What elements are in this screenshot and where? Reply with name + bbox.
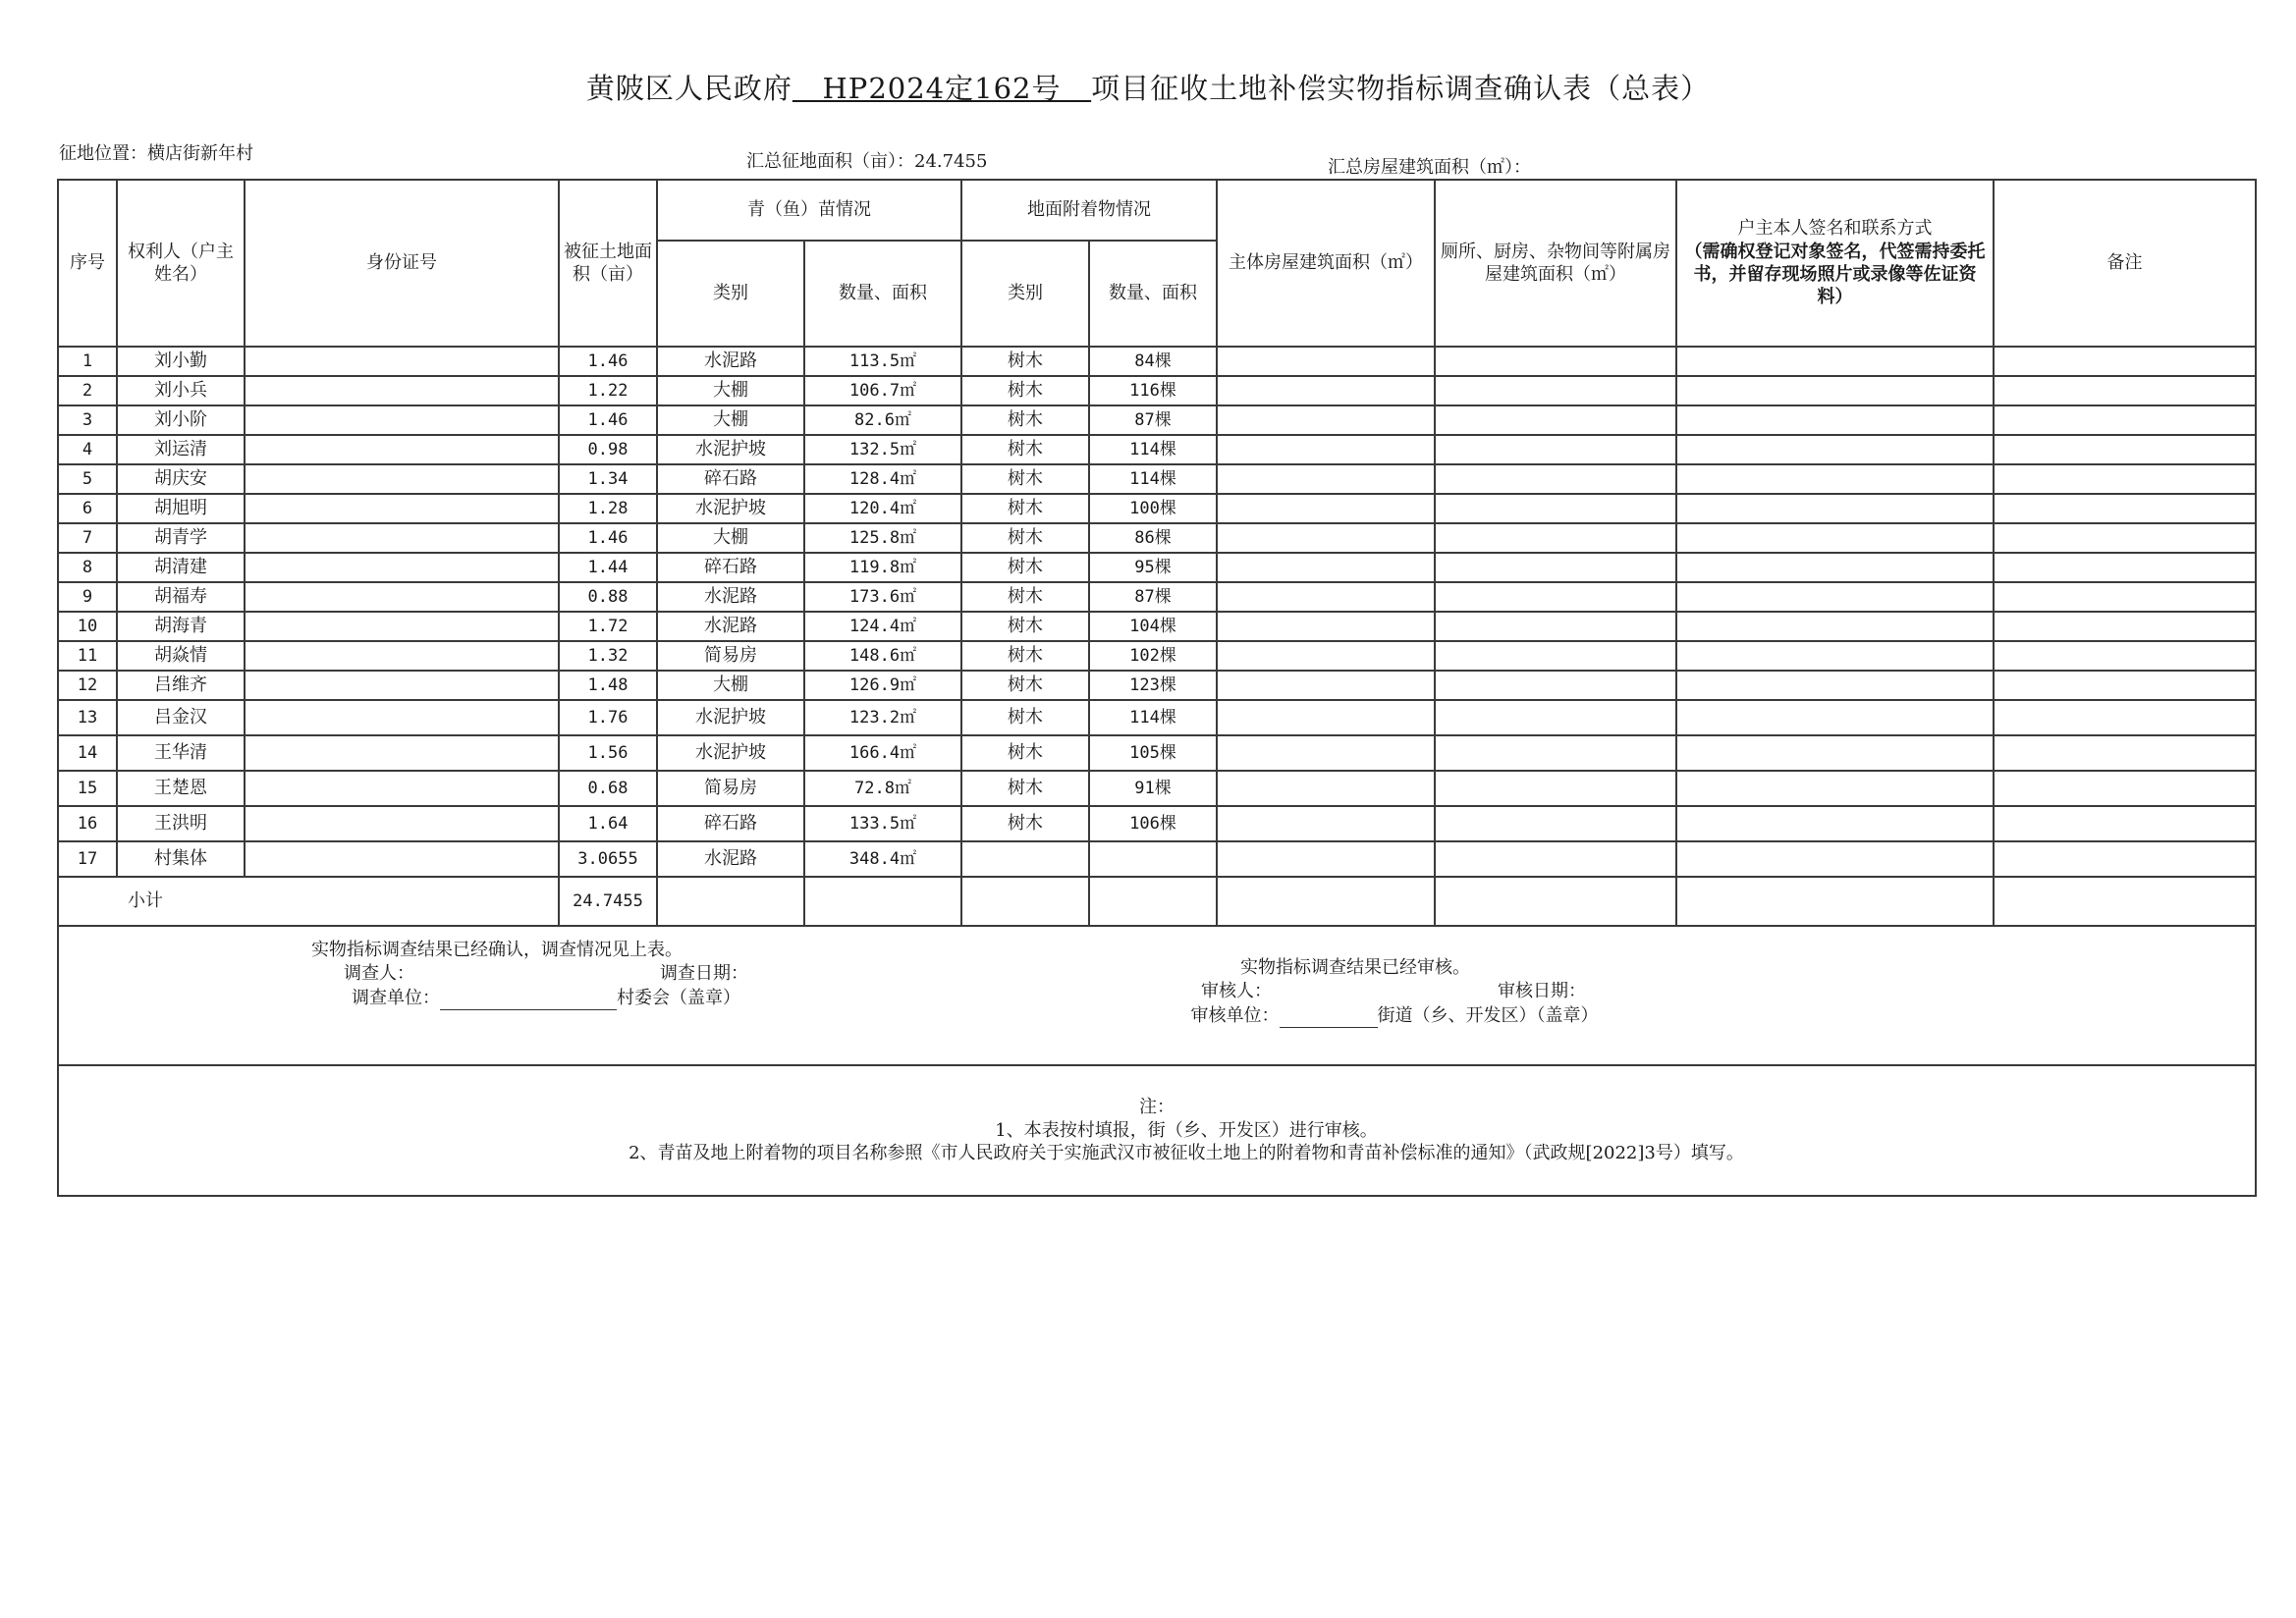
review-date-label: 审核日期： bbox=[1498, 981, 1586, 1002]
row-aux-house-area bbox=[1435, 700, 1676, 735]
row-id-number bbox=[245, 700, 559, 735]
review-unit-label: 审核单位： bbox=[1190, 1004, 1280, 1026]
row-remark bbox=[1994, 612, 2256, 641]
row-id-number bbox=[245, 435, 559, 464]
subtotal-empty-cell bbox=[961, 877, 1089, 926]
row-crop-qty: 82.6㎡ bbox=[804, 405, 961, 435]
col-group-crops: 青（鱼）苗情况 bbox=[657, 180, 961, 241]
row-attach-category: 树木 bbox=[961, 464, 1089, 494]
row-attach-category: 树木 bbox=[961, 376, 1089, 405]
col-land-area: 被征土地面积（亩） bbox=[559, 180, 657, 347]
row-crop-category: 水泥护坡 bbox=[657, 735, 804, 771]
row-land-area: 1.46 bbox=[559, 523, 657, 553]
title-project-no: HP2024定162号 bbox=[822, 72, 1062, 105]
row-attach-category: 树木 bbox=[961, 347, 1089, 376]
row-remark bbox=[1994, 771, 2256, 806]
notes-row bbox=[58, 1065, 2256, 1196]
row-signature bbox=[1676, 700, 1994, 735]
row-seq: 14 bbox=[58, 735, 117, 771]
row-remark bbox=[1994, 405, 2256, 435]
title-suffix: 项目征收土地补偿实物指标调查确认表（总表） bbox=[1091, 72, 1711, 105]
row-land-area: 1.48 bbox=[559, 671, 657, 700]
row-id-number bbox=[245, 405, 559, 435]
row-attach-qty: 105棵 bbox=[1089, 735, 1217, 771]
row-owner: 刘运清 bbox=[117, 435, 245, 464]
row-main-house-area bbox=[1217, 700, 1435, 735]
row-main-house-area bbox=[1217, 582, 1435, 612]
table-row bbox=[58, 612, 2256, 641]
row-remark bbox=[1994, 841, 2256, 877]
row-seq: 16 bbox=[58, 806, 117, 841]
row-seq: 5 bbox=[58, 464, 117, 494]
row-signature bbox=[1676, 771, 1994, 806]
row-signature bbox=[1676, 347, 1994, 376]
row-id-number bbox=[245, 771, 559, 806]
row-crop-qty: 119.8㎡ bbox=[804, 553, 961, 582]
row-aux-house-area bbox=[1435, 494, 1676, 523]
row-id-number bbox=[245, 671, 559, 700]
row-seq: 8 bbox=[58, 553, 117, 582]
table-row bbox=[58, 376, 2256, 405]
note-item: 2、青苗及地上附着物的项目名称参照《市人民政府关于实施武汉市被征收土地上的附着物和青苗补偿标准的通知》（武政规[2022]3号）填写。 bbox=[629, 1143, 1744, 1164]
row-attach-category: 树木 bbox=[961, 612, 1089, 641]
row-owner: 胡庆安 bbox=[117, 464, 245, 494]
row-aux-house-area bbox=[1435, 376, 1676, 405]
row-signature bbox=[1676, 435, 1994, 464]
table-row bbox=[58, 405, 2256, 435]
row-remark bbox=[1994, 523, 2256, 553]
row-attach-qty: 114棵 bbox=[1089, 464, 1217, 494]
row-main-house-area bbox=[1217, 435, 1435, 464]
row-crop-category: 水泥护坡 bbox=[657, 435, 804, 464]
row-land-area: 0.98 bbox=[559, 435, 657, 464]
row-main-house-area bbox=[1217, 671, 1435, 700]
row-crop-qty: 132.5㎡ bbox=[804, 435, 961, 464]
row-crop-qty: 113.5㎡ bbox=[804, 347, 961, 376]
row-crop-category: 简易房 bbox=[657, 641, 804, 671]
row-signature bbox=[1676, 405, 1994, 435]
row-attach-qty: 91棵 bbox=[1089, 771, 1217, 806]
table-row bbox=[58, 464, 2256, 494]
row-attach-category: 树木 bbox=[961, 641, 1089, 671]
row-id-number bbox=[245, 641, 559, 671]
survey-unit-line bbox=[65, 987, 929, 1010]
investigate-unit-label: 调查单位： bbox=[352, 987, 440, 1008]
subtotal-empty-cell bbox=[1217, 877, 1435, 926]
row-main-house-area bbox=[1217, 612, 1435, 641]
row-land-area: 1.72 bbox=[559, 612, 657, 641]
row-id-number bbox=[245, 376, 559, 405]
row-crop-category: 水泥路 bbox=[657, 347, 804, 376]
table-row bbox=[58, 435, 2256, 464]
row-main-house-area bbox=[1217, 464, 1435, 494]
row-attach-qty: 95棵 bbox=[1089, 553, 1217, 582]
row-land-area: 1.64 bbox=[559, 806, 657, 841]
street-office-seal: 街道（乡、开发区）（盖章） bbox=[1377, 1004, 1599, 1026]
page-title bbox=[0, 67, 2296, 107]
row-aux-house-area bbox=[1435, 841, 1676, 877]
row-crop-category: 大棚 bbox=[657, 405, 804, 435]
row-land-area: 1.46 bbox=[559, 405, 657, 435]
row-attach-qty: 114棵 bbox=[1089, 700, 1217, 735]
row-id-number bbox=[245, 347, 559, 376]
review-unit-blank bbox=[1280, 1027, 1378, 1028]
row-crop-category: 水泥护坡 bbox=[657, 494, 804, 523]
row-attach-category: 树木 bbox=[961, 405, 1089, 435]
row-crop-qty: 123.2㎡ bbox=[804, 700, 961, 735]
col-owner: 权利人（户主姓名） bbox=[117, 180, 245, 347]
investigate-unit-blank bbox=[440, 1009, 617, 1010]
row-attach-category: 树木 bbox=[961, 806, 1089, 841]
table-row bbox=[58, 582, 2256, 612]
row-main-house-area bbox=[1217, 553, 1435, 582]
row-signature bbox=[1676, 376, 1994, 405]
row-seq: 6 bbox=[58, 494, 117, 523]
col-attach-category: 类别 bbox=[961, 241, 1089, 347]
subtotal-area: 24.7455 bbox=[559, 877, 657, 926]
row-seq: 10 bbox=[58, 612, 117, 641]
row-aux-house-area bbox=[1435, 464, 1676, 494]
row-remark bbox=[1994, 671, 2256, 700]
row-attach-qty: 84棵 bbox=[1089, 347, 1217, 376]
row-owner: 王楚恩 bbox=[117, 771, 245, 806]
table-row bbox=[58, 641, 2256, 671]
row-crop-qty: 166.4㎡ bbox=[804, 735, 961, 771]
table-body bbox=[58, 180, 2256, 1196]
col-id-number: 身份证号 bbox=[245, 180, 559, 347]
table-row bbox=[58, 347, 2256, 376]
row-main-house-area bbox=[1217, 806, 1435, 841]
row-crop-category: 大棚 bbox=[657, 523, 804, 553]
row-remark bbox=[1994, 347, 2256, 376]
row-crop-category: 碎石路 bbox=[657, 806, 804, 841]
row-land-area: 1.76 bbox=[559, 700, 657, 735]
row-signature bbox=[1676, 464, 1994, 494]
row-remark bbox=[1994, 735, 2256, 771]
row-crop-category: 水泥路 bbox=[657, 582, 804, 612]
review-unit-line bbox=[913, 1004, 1797, 1028]
table-row bbox=[58, 553, 2256, 582]
row-attach-category: 树木 bbox=[961, 735, 1089, 771]
signature-note: （需确权登记对象签名，代签需持委托书，并留存现场照片或录像等佐证资料） bbox=[1684, 241, 1986, 308]
row-crop-category: 碎石路 bbox=[657, 553, 804, 582]
row-attach-category: 树木 bbox=[961, 700, 1089, 735]
row-owner: 刘小兵 bbox=[117, 376, 245, 405]
row-seq: 13 bbox=[58, 700, 117, 735]
reviewer-label: 审核人： bbox=[1201, 981, 1272, 1002]
row-owner: 胡清建 bbox=[117, 553, 245, 582]
row-owner: 胡青学 bbox=[117, 523, 245, 553]
row-signature bbox=[1676, 582, 1994, 612]
row-aux-house-area bbox=[1435, 405, 1676, 435]
row-seq: 4 bbox=[58, 435, 117, 464]
subtotal-empty-cell bbox=[1676, 877, 1994, 926]
row-crop-qty: 124.4㎡ bbox=[804, 612, 961, 641]
row-attach-qty: 106棵 bbox=[1089, 806, 1217, 841]
row-main-house-area bbox=[1217, 376, 1435, 405]
row-signature bbox=[1676, 806, 1994, 841]
row-crop-category: 大棚 bbox=[657, 376, 804, 405]
row-owner: 胡焱情 bbox=[117, 641, 245, 671]
row-crop-qty: 128.4㎡ bbox=[804, 464, 961, 494]
row-seq: 15 bbox=[58, 771, 117, 806]
table-row bbox=[58, 771, 2256, 806]
row-seq: 3 bbox=[58, 405, 117, 435]
row-crop-qty: 348.4㎡ bbox=[804, 841, 961, 877]
row-attach-category: 树木 bbox=[961, 553, 1089, 582]
row-attach-category: 树木 bbox=[961, 671, 1089, 700]
row-remark bbox=[1994, 494, 2256, 523]
row-seq: 1 bbox=[58, 347, 117, 376]
row-main-house-area bbox=[1217, 347, 1435, 376]
row-crop-category: 水泥护坡 bbox=[657, 700, 804, 735]
table-row bbox=[58, 841, 2256, 877]
row-attach-qty: 104棵 bbox=[1089, 612, 1217, 641]
table-row bbox=[58, 494, 2256, 523]
row-crop-qty: 148.6㎡ bbox=[804, 641, 961, 671]
col-seq: 序号 bbox=[58, 180, 117, 347]
row-remark bbox=[1994, 641, 2256, 671]
row-land-area: 1.28 bbox=[559, 494, 657, 523]
row-land-area: 1.22 bbox=[559, 376, 657, 405]
header-row-1 bbox=[58, 180, 2256, 241]
row-owner: 胡旭明 bbox=[117, 494, 245, 523]
table-row bbox=[58, 523, 2256, 553]
row-attach-category: 树木 bbox=[961, 494, 1089, 523]
row-aux-house-area bbox=[1435, 347, 1676, 376]
col-crop-qty: 数量、面积 bbox=[804, 241, 961, 347]
notes-cell bbox=[58, 1065, 2256, 1196]
row-signature bbox=[1676, 841, 1994, 877]
row-aux-house-area bbox=[1435, 435, 1676, 464]
row-id-number bbox=[245, 806, 559, 841]
total-land-area: 汇总征地面积（亩）：24.7455 bbox=[746, 151, 988, 172]
row-signature bbox=[1676, 735, 1994, 771]
subtotal-empty-cell bbox=[657, 877, 804, 926]
col-signature bbox=[1676, 180, 1994, 347]
subtotal-empty-cell bbox=[1089, 877, 1217, 926]
row-land-area: 1.44 bbox=[559, 553, 657, 582]
row-attach-qty: 87棵 bbox=[1089, 405, 1217, 435]
signoff-survey bbox=[65, 939, 929, 1010]
col-attach-qty: 数量、面积 bbox=[1089, 241, 1217, 347]
row-aux-house-area bbox=[1435, 523, 1676, 553]
row-signature bbox=[1676, 494, 1994, 523]
row-main-house-area bbox=[1217, 641, 1435, 671]
subtotal-empty-cell bbox=[804, 877, 961, 926]
row-seq: 12 bbox=[58, 671, 117, 700]
row-owner: 吕金汉 bbox=[117, 700, 245, 735]
row-crop-qty: 125.8㎡ bbox=[804, 523, 961, 553]
village-committee-seal: 村委会（盖章） bbox=[617, 987, 740, 1008]
row-id-number bbox=[245, 494, 559, 523]
row-aux-house-area bbox=[1435, 735, 1676, 771]
title-prefix: 黄陂区人民政府 bbox=[585, 72, 793, 105]
notes-label: 注： bbox=[1139, 1097, 1175, 1118]
row-owner: 刘小阶 bbox=[117, 405, 245, 435]
row-remark bbox=[1994, 806, 2256, 841]
row-crop-qty: 126.9㎡ bbox=[804, 671, 961, 700]
row-main-house-area bbox=[1217, 405, 1435, 435]
row-remark bbox=[1994, 464, 2256, 494]
row-crop-qty: 120.4㎡ bbox=[804, 494, 961, 523]
row-attach-category: 树木 bbox=[961, 435, 1089, 464]
investigator-label: 调查人： bbox=[344, 963, 414, 985]
row-attach-category: 树木 bbox=[961, 523, 1089, 553]
row-main-house-area bbox=[1217, 523, 1435, 553]
row-crop-category: 水泥路 bbox=[657, 841, 804, 877]
row-aux-house-area bbox=[1435, 582, 1676, 612]
row-crop-qty: 133.5㎡ bbox=[804, 806, 961, 841]
row-attach-qty: 87棵 bbox=[1089, 582, 1217, 612]
row-attach-category: 树木 bbox=[961, 582, 1089, 612]
row-aux-house-area bbox=[1435, 641, 1676, 671]
row-signature bbox=[1676, 523, 1994, 553]
row-aux-house-area bbox=[1435, 771, 1676, 806]
row-remark bbox=[1994, 376, 2256, 405]
row-aux-house-area bbox=[1435, 553, 1676, 582]
row-remark bbox=[1994, 553, 2256, 582]
row-seq: 11 bbox=[58, 641, 117, 671]
row-main-house-area bbox=[1217, 841, 1435, 877]
row-crop-qty: 72.8㎡ bbox=[804, 771, 961, 806]
table-row bbox=[58, 735, 2256, 771]
subtotal-label: 小计 bbox=[58, 877, 559, 926]
row-main-house-area bbox=[1217, 735, 1435, 771]
row-signature bbox=[1676, 553, 1994, 582]
investigate-date-label: 调查日期： bbox=[660, 963, 748, 985]
row-attach-qty: 86棵 bbox=[1089, 523, 1217, 553]
row-land-area: 1.46 bbox=[559, 347, 657, 376]
row-owner: 王洪明 bbox=[117, 806, 245, 841]
row-land-area: 1.34 bbox=[559, 464, 657, 494]
row-aux-house-area bbox=[1435, 612, 1676, 641]
row-aux-house-area bbox=[1435, 671, 1676, 700]
row-attach-category: 树木 bbox=[961, 771, 1089, 806]
land-location: 征地位置：横店街新年村 bbox=[59, 143, 253, 164]
row-id-number bbox=[245, 464, 559, 494]
row-land-area: 0.68 bbox=[559, 771, 657, 806]
row-owner: 村集体 bbox=[117, 841, 245, 877]
row-id-number bbox=[245, 841, 559, 877]
col-group-attachments: 地面附着物情况 bbox=[961, 180, 1217, 241]
row-attach-category bbox=[961, 841, 1089, 877]
row-crop-category: 碎石路 bbox=[657, 464, 804, 494]
signoff-review bbox=[913, 939, 1797, 1028]
table-row bbox=[58, 700, 2256, 735]
row-owner: 吕维齐 bbox=[117, 671, 245, 700]
row-id-number bbox=[245, 735, 559, 771]
signature-title: 户主本人签名和联系方式 bbox=[1737, 218, 1933, 240]
col-crop-category: 类别 bbox=[657, 241, 804, 347]
subtotal-empty-cell bbox=[1435, 877, 1676, 926]
subtotal-row bbox=[58, 877, 2256, 926]
row-seq: 17 bbox=[58, 841, 117, 877]
row-attach-qty: 100棵 bbox=[1089, 494, 1217, 523]
row-main-house-area bbox=[1217, 771, 1435, 806]
row-signature bbox=[1676, 612, 1994, 641]
row-id-number bbox=[245, 582, 559, 612]
row-crop-qty: 106.7㎡ bbox=[804, 376, 961, 405]
row-owner: 王华清 bbox=[117, 735, 245, 771]
col-aux-house-area: 厕所、厨房、杂物间等附属房屋建筑面积（㎡） bbox=[1435, 180, 1676, 347]
row-attach-qty bbox=[1089, 841, 1217, 877]
row-crop-category: 简易房 bbox=[657, 771, 804, 806]
survey-table bbox=[57, 179, 2257, 1197]
row-id-number bbox=[245, 553, 559, 582]
col-main-house-area: 主体房屋建筑面积（㎡） bbox=[1217, 180, 1435, 347]
row-crop-qty: 173.6㎡ bbox=[804, 582, 961, 612]
row-id-number bbox=[245, 523, 559, 553]
table-row bbox=[58, 671, 2256, 700]
row-crop-category: 水泥路 bbox=[657, 612, 804, 641]
row-aux-house-area bbox=[1435, 806, 1676, 841]
row-seq: 9 bbox=[58, 582, 117, 612]
row-owner: 刘小勤 bbox=[117, 347, 245, 376]
total-building-area: 汇总房屋建筑面积（㎡）： bbox=[1328, 157, 1531, 178]
signoff-row bbox=[58, 926, 2256, 1065]
row-attach-qty: 116棵 bbox=[1089, 376, 1217, 405]
survey-statement: 实物指标调查结果已经确认，调查情况见上表。 bbox=[311, 940, 683, 960]
subtotal-empty-cell bbox=[1994, 877, 2256, 926]
row-signature bbox=[1676, 641, 1994, 671]
row-land-area: 1.56 bbox=[559, 735, 657, 771]
row-remark bbox=[1994, 700, 2256, 735]
row-remark bbox=[1994, 435, 2256, 464]
row-id-number bbox=[245, 612, 559, 641]
row-owner: 胡福寿 bbox=[117, 582, 245, 612]
row-owner: 胡海青 bbox=[117, 612, 245, 641]
note-item: 1、本表按村填报，街（乡、开发区）进行审核。 bbox=[995, 1119, 1378, 1141]
row-land-area: 1.32 bbox=[559, 641, 657, 671]
row-crop-category: 大棚 bbox=[657, 671, 804, 700]
row-attach-qty: 114棵 bbox=[1089, 435, 1217, 464]
table-row bbox=[58, 806, 2256, 841]
row-attach-qty: 123棵 bbox=[1089, 671, 1217, 700]
row-seq: 2 bbox=[58, 376, 117, 405]
row-seq: 7 bbox=[58, 523, 117, 553]
row-attach-qty: 102棵 bbox=[1089, 641, 1217, 671]
review-statement: 实物指标调查结果已经审核。 bbox=[1240, 957, 1470, 978]
col-remark: 备注 bbox=[1994, 180, 2256, 347]
signoff-cell bbox=[58, 926, 2256, 1065]
row-land-area: 0.88 bbox=[559, 582, 657, 612]
row-main-house-area bbox=[1217, 494, 1435, 523]
review-person-line bbox=[913, 980, 1797, 1003]
row-land-area: 3.0655 bbox=[559, 841, 657, 877]
row-remark bbox=[1994, 582, 2256, 612]
survey-person-line bbox=[65, 962, 929, 986]
row-signature bbox=[1676, 671, 1994, 700]
